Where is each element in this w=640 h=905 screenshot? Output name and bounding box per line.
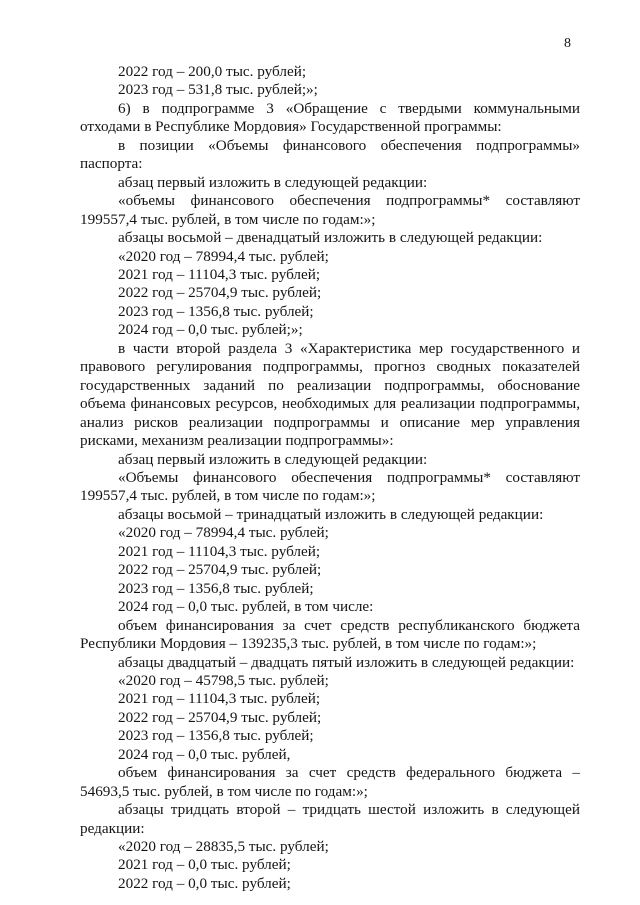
paragraph: 2023 год – 1356,8 тыс. рублей; [118, 302, 314, 320]
paragraph: «Объемы финансового обеспечения подпрограммы* составляют 199557,4 тыс. рублей, в том числе по годам:»; [80, 468, 580, 505]
paragraph: 2022 год – 25704,9 тыс. рублей; [118, 561, 322, 579]
paragraph: 2024 год – 0,0 тыс. рублей, [118, 745, 291, 763]
paragraph: 2024 год – 0,0 тыс. рублей;»; [118, 321, 303, 339]
paragraph: 2023 год – 531,8 тыс. рублей;»; [118, 81, 318, 99]
paragraph: абзацы тридцать второй – тридцать шестой изложить в следующей редакции: [80, 801, 580, 837]
paragraph: абзацы двадцатый – двадцать пятый изложить в следующей редакции: [118, 653, 575, 671]
paragraph: 2022 год – 200,0 тыс. рублей; [118, 63, 307, 80]
paragraph: 2023 год – 1356,8 тыс. рублей; [118, 727, 314, 745]
page-number: 8 [564, 36, 571, 51]
paragraph: 2021 год – 0,0 тыс. рублей; [118, 856, 291, 874]
paragraph: абзацы восьмой – двенадцатый изложить в следующей редакции: [118, 229, 543, 247]
paragraph: «объемы финансового обеспечения подпрограммы* составляют 199557,4 тыс. рублей, в том числе по годам:»; [80, 192, 580, 228]
document-body [80, 63, 580, 893]
paragraph: 6) в подпрограмме 3 «Обращение с твердыми коммунальными отходами в Республике Мордовия» Государственной программы: [80, 99, 580, 136]
paragraph: «2020 год – 45798,5 тыс. рублей; [118, 671, 329, 689]
paragraph: 2024 год – 0,0 тыс. рублей, в том числе: [118, 598, 374, 616]
paragraph: объем финансирования за счет средств республиканского бюджета Республики Мордовия – 139235,3 тыс. рублей, в том числе по годам:»; [80, 616, 580, 653]
paragraph: объем финансирования за счет средств федерального бюджета – 54693,5 тыс. рублей, в том числе по годам:»; [80, 764, 580, 800]
paragraph: абзацы восьмой – тринадцатый изложить в следующей редакции: [118, 505, 544, 523]
paragraph: 2022 год – 25704,9 тыс. рублей; [118, 708, 322, 726]
paragraph: в части второй раздела 3 «Характеристика мер государственного и правового регулирования подпрограммы, прогноз сводных показателей государственных заданий по реализации подпрограммы, обоснование объема финансовых ресурсов, необходимых для реализации подпрограммы, анализ рисков реализации подпрограммы и описание мер управления рисками, механизм реализации подпрограммы»: [80, 339, 580, 450]
paragraph: «2020 год – 78994,4 тыс. рублей; [118, 247, 329, 265]
paragraph: абзац первый изложить в следующей редакции: [118, 450, 428, 468]
paragraph: 2021 год – 11104,3 тыс. рублей; [118, 690, 321, 708]
paragraph: «2020 год – 28835,5 тыс. рублей; [118, 838, 329, 856]
paragraph: 2021 год – 11104,3 тыс. рублей; [118, 265, 321, 283]
paragraph: 2021 год – 11104,3 тыс. рублей; [118, 542, 321, 560]
paragraph: в позиции «Объемы финансового обеспечения подпрограммы» паспорта: [80, 136, 580, 173]
paragraph: 2022 год – 0,0 тыс. рублей; [118, 874, 291, 892]
paragraph: 2022 год – 25704,9 тыс. рублей; [118, 284, 322, 302]
paragraph: «2020 год – 78994,4 тыс. рублей; [118, 524, 329, 542]
paragraph: 2023 год – 1356,8 тыс. рублей; [118, 579, 314, 597]
paragraph: абзац первый изложить в следующей редакции: [118, 173, 428, 191]
